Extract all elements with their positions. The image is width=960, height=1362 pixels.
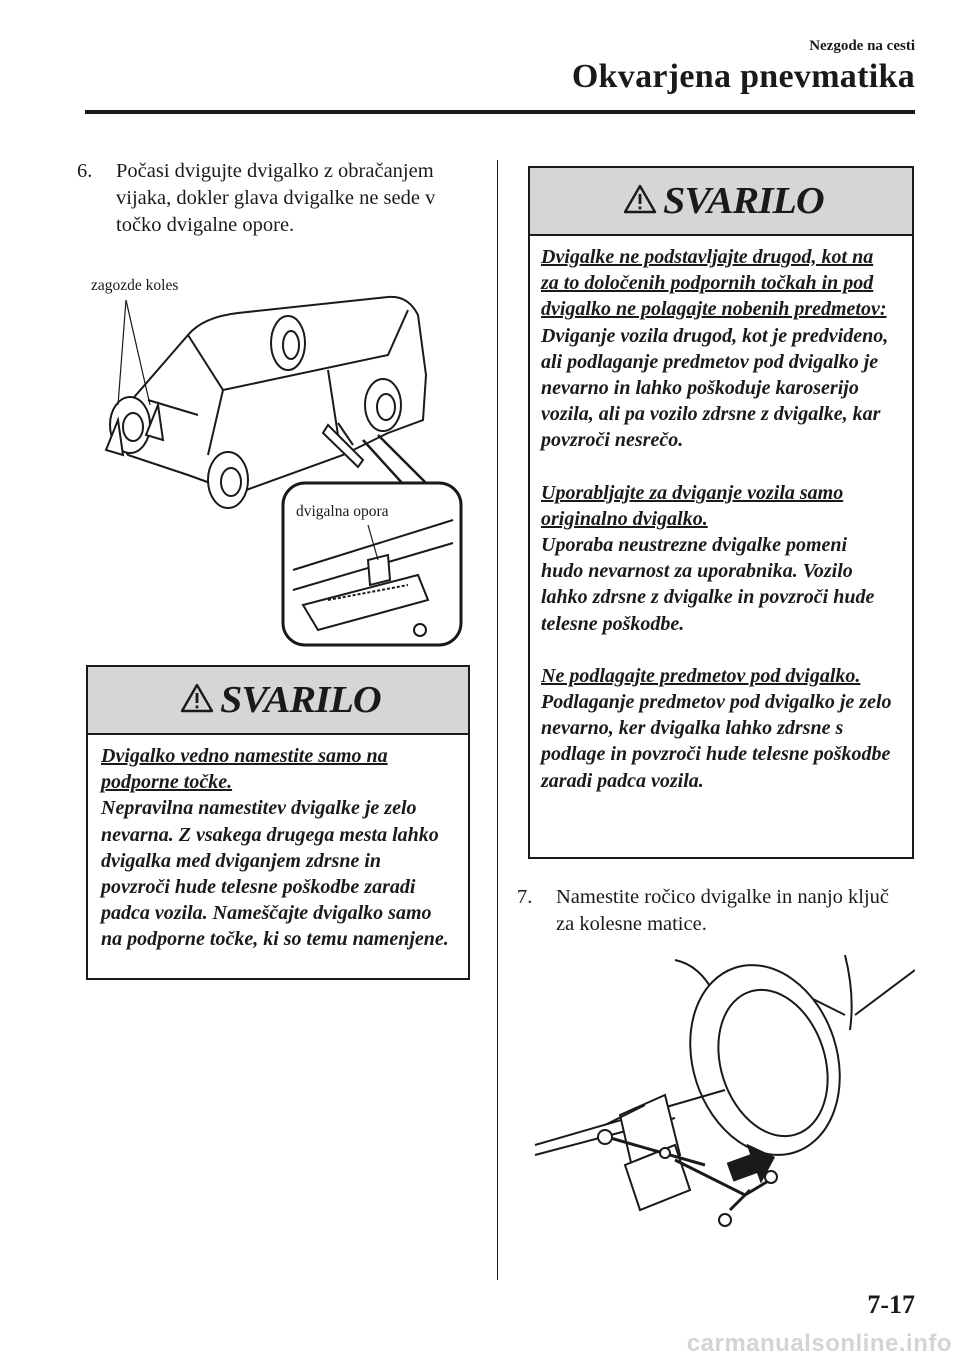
header-rule xyxy=(85,110,915,114)
warning-heading: Dvigalko vedno namestite samo na podporne točke. xyxy=(101,745,388,794)
warning-text: Nepravilna namestitev dvigalke je zelo nevarna. Z vsakega drugega mesta lahko dvigalka med dviganjem zdrsne in povzroči hude telesne poškodbe zaradi padca vozila. Nameščajte dvigalko samo na podporne točke, ki so temu namenjene. xyxy=(101,797,449,951)
step-text: Počasi dvigujte dvigalko z obračanjem vijaka, dokler glava dvigalke ne sede v točko dvigalne opore. xyxy=(116,160,436,236)
warning-title: SVARILO xyxy=(662,180,824,222)
step-number: 7. xyxy=(517,886,533,908)
warning-header xyxy=(88,667,468,735)
column-divider xyxy=(497,160,498,1280)
warning-content xyxy=(88,735,468,953)
warning-box-right xyxy=(528,166,914,859)
warning-text-1: Dviganje vozila drugod, kot je predvideno, ali podlaganje predmetov pod dvigalko je nevarno in lahko poškoduje karoserijo vozila, ali pa vozilo zdrsne z dvigalke, kar povzroči nesrečo. xyxy=(541,324,889,452)
warning-header xyxy=(530,168,912,236)
jack-handle-illustration xyxy=(525,955,915,1255)
car-jack-illustration xyxy=(88,255,468,650)
warning-triangle-icon xyxy=(180,683,214,718)
step-7 xyxy=(517,884,897,938)
page-number: 7-17 xyxy=(867,1290,915,1319)
step-6 xyxy=(77,158,477,239)
warning-triangle-icon xyxy=(623,184,657,219)
label-jack-point: dvigalna opora xyxy=(296,503,389,520)
warning-box-left xyxy=(86,665,470,980)
warning-text-2: Uporaba neustrezne dvigalke pomeni hudo nevarnost za uporabnika. Vozilo lahko zdrsne z dvigalke in povzroči hude telesne poškodbe. xyxy=(541,534,875,635)
warning-content xyxy=(530,236,912,794)
warning-heading-1: Dvigalke ne podstavljajte drugod, kot na za to določenih podpornih točkah in pod dvigalko ne polagajte nobenih predmetov: xyxy=(541,246,887,321)
section-name: Nezgode na cesti xyxy=(809,38,915,54)
warning-heading-2: Uporabljajte za dviganje vozila samo originalno dvigalko. xyxy=(541,481,844,530)
step-number: 6. xyxy=(77,160,93,182)
site-watermark: carmanualsonline.info xyxy=(686,1330,952,1357)
warning-text-3: Podlaganje predmetov pod dvigalko je zelo nevarno, ker dvigalka lahko zdrsne s podlage in povzroči hude telesne poškodbe zaradi padca vozila. xyxy=(541,691,892,792)
warning-title: SVARILO xyxy=(219,679,381,721)
page-title: Okvarjena pnevmatika xyxy=(571,58,915,95)
label-wheel-chocks: zagozde koles xyxy=(91,277,179,294)
warning-heading-3: Ne podlagajte predmetov pod dvigalko. xyxy=(541,664,861,687)
step-text: Namestite ročico dvigalke in nanjo ključ za kolesne matice. xyxy=(556,886,890,935)
